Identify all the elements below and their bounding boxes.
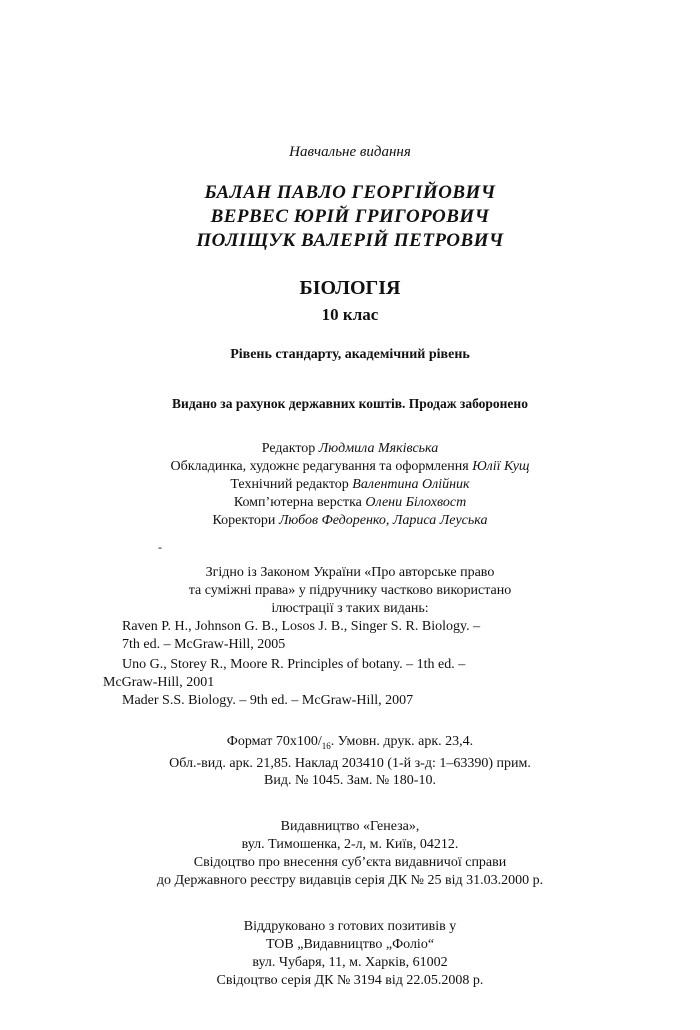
level: Рівень стандарту, академічний рівень — [230, 347, 470, 362]
credits-block — [0, 440, 700, 530]
credit-name: Людмила Мяківська — [318, 441, 439, 456]
copyright-notice — [0, 564, 700, 618]
printer-line: Свідоцтво серія ДК № 3194 від 22.05.2008 р. — [216, 973, 484, 988]
reference-line: Mader S.S. Biology. – 9th ed. – McGraw-Hill, 2007 — [122, 693, 414, 708]
copyright-line: Згідно із Законом України «Про авторське право — [205, 565, 495, 580]
publisher-line: Видавництво «Генеза», — [280, 819, 420, 834]
credit-role: Коректори — [212, 513, 279, 528]
edition-type: Навчальне видання — [289, 144, 411, 160]
credit-tech-editor — [0, 476, 700, 494]
printer-block — [0, 918, 700, 990]
grade: 10 клас — [321, 305, 379, 324]
credit-editor — [0, 440, 700, 458]
publisher-line: Свідоцтво про внесення суб’єкта видавничої справи — [193, 855, 507, 870]
author-1: БАЛАН ПАВЛО ГЕОРГІЙОВИЧ — [204, 182, 496, 203]
copyright-line: ілюстрації з таких видань: — [271, 601, 429, 616]
credit-role: Редактор — [261, 441, 319, 456]
reference-line: Uno G., Storey R., Moore R. Principles of botany. – 1th ed. – — [122, 657, 466, 672]
credit-cover — [0, 458, 700, 476]
format-subscript: 16 — [321, 740, 331, 751]
credit-name: Юлії Кущ — [472, 459, 530, 474]
format-prefix: Формат 70x100/ — [226, 734, 322, 749]
credit-name: Валентина Олійник — [352, 477, 470, 492]
reference-line: 7th ed. – McGraw-Hill, 2005 — [122, 637, 286, 652]
printer-line: ТОВ „Видавництво „Фоліо“ — [265, 937, 435, 952]
credit-role: Обкладинка, художнє редагування та оформлення — [170, 459, 473, 474]
credit-role: Комп’ютерна верстка — [233, 495, 366, 510]
printer-line: вул. Чубаря, 11, м. Харків, 61002 — [252, 955, 448, 970]
credit-layout — [0, 494, 700, 512]
publisher-line: до Державного реєстру видавців серія ДК № 25 від 31.03.2000 р. — [156, 873, 544, 888]
printer-line: Віддруковано з готових позитивів у — [243, 919, 457, 934]
publisher-line: вул. Тимошенка, 2-л, м. Київ, 04212. — [241, 837, 459, 852]
format-suffix: . Умовн. друк. арк. 23,4. — [330, 734, 474, 749]
credit-role: Технічний редактор — [230, 477, 353, 492]
credit-name: Олени Білохвост — [365, 495, 467, 510]
author-3: ПОЛІЩУК ВАЛЕРІЙ ПЕТРОВИЧ — [196, 230, 504, 251]
reference-line: McGraw-Hill, 2001 — [103, 675, 215, 690]
format-line-3: Вид. № 1045. Зам. № 180-10. — [264, 772, 436, 788]
book-title: БІОЛОГІЯ — [299, 277, 401, 299]
format-block — [0, 733, 700, 789]
format-line-2: Обл.-вид. арк. 21,85. Наклад 203410 (1-й з-д: 1–63390) прим. — [169, 755, 531, 771]
publisher-block — [0, 818, 700, 890]
credit-proofreaders — [0, 512, 700, 530]
funding-note: Видано за рахунок державних коштів. Продаж заборонено — [172, 396, 528, 411]
copyright-line: та суміжні права» у підручнику частково використано — [188, 583, 512, 598]
stray-mark: - — [158, 540, 162, 554]
author-2: ВЕРВЕС ЮРІЙ ГРИГОРОВИЧ — [210, 206, 490, 227]
credit-name: Любов Федоренко, Лариса Леуська — [278, 513, 488, 528]
format-line — [0, 733, 700, 755]
reference-line: Raven P. H., Johnson G. B., Losos J. B., Singer S. R. Biology. – — [122, 619, 481, 634]
